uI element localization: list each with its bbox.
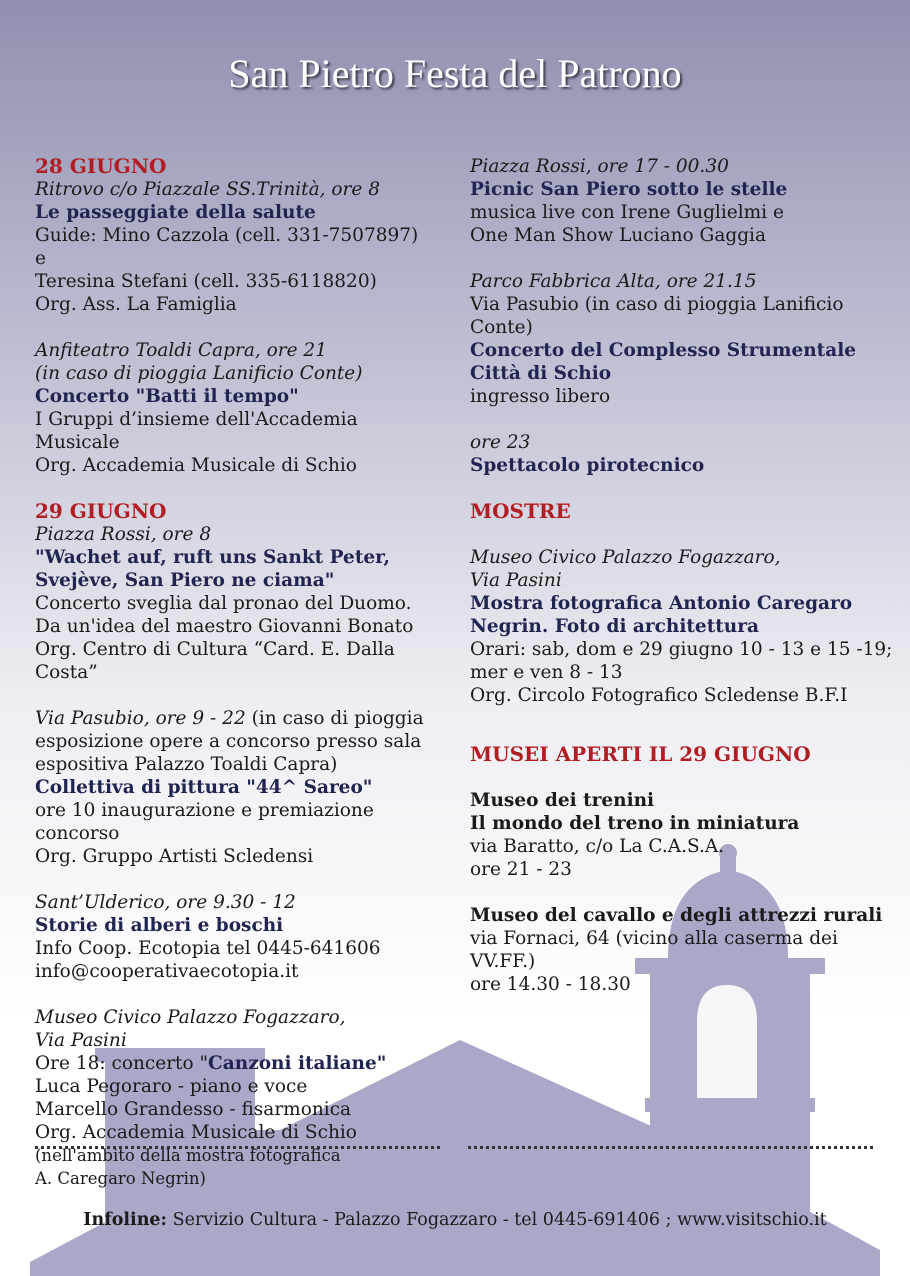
event-title: Le passeggiate della salute bbox=[35, 202, 316, 223]
event-line: Da un'idea del maestro Giovanni Bonato bbox=[35, 616, 414, 637]
event-location: Via Pasubio, ore 9 - 22 bbox=[35, 708, 246, 729]
event-title: Spettacolo pirotecnico bbox=[470, 455, 705, 476]
event-line: ingresso libero bbox=[470, 386, 611, 407]
footer-text: Servizio Cultura - Palazzo Fogazzaro - tel 0445-691406 ; www.visitschio.it bbox=[167, 1210, 827, 1230]
day-heading-28: 28 GIUGNO bbox=[35, 154, 167, 178]
museum-subtitle: Il mondo del treno in miniatura bbox=[470, 813, 800, 834]
event-line: One Man Show Luciano Gaggia bbox=[470, 225, 766, 246]
event-line: Org. Accademia Musicale di Schio bbox=[35, 1122, 357, 1143]
event-line: concorso bbox=[35, 823, 120, 844]
event-location: Piazza Rossi, ore 8 bbox=[35, 524, 212, 545]
event-location: Ritrovo c/o Piazzale SS.Trinità, ore 8 bbox=[35, 179, 380, 200]
event-title: Svejève, San Piero ne ciama" bbox=[35, 570, 335, 591]
spacer bbox=[470, 707, 900, 743]
event-location: Parco Fabbrica Alta, ore 21.15 bbox=[470, 271, 757, 292]
event-storie-alberi bbox=[35, 891, 435, 983]
event-line: mer e ven 8 - 13 bbox=[470, 662, 623, 683]
event-line: Conte) bbox=[470, 317, 533, 338]
dotted-divider-right bbox=[468, 1146, 873, 1149]
event-line: espositiva Palazzo Toaldi Capra) bbox=[35, 754, 338, 775]
event-line: Marcello Grandesso - fisarmonica bbox=[35, 1099, 352, 1120]
event-title: Storie di alberi e boschi bbox=[35, 915, 284, 936]
event-location: Via Pasini bbox=[35, 1030, 127, 1051]
event-line: Org. Ass. La Famiglia bbox=[35, 294, 237, 315]
event-line: Luca Pegoraro - piano e voce bbox=[35, 1076, 308, 1097]
event-collettiva bbox=[35, 707, 435, 868]
event-line: (nell'ambito della mostra fotografica bbox=[35, 1146, 341, 1165]
event-concerto-complesso bbox=[470, 270, 900, 408]
event-line: ore 10 inaugurazione e premiazione bbox=[35, 800, 374, 821]
event-line: Info Coop. Ecotopia tel 0445-641606 bbox=[35, 938, 381, 959]
event-title: Concerto "Batti il tempo" bbox=[35, 386, 299, 407]
left-column bbox=[35, 155, 435, 1190]
event-line: I Gruppi d’insieme dell'Accademia Musicale bbox=[35, 409, 358, 453]
section-heading-musei: MUSEI APERTI IL 29 GIUGNO bbox=[470, 742, 811, 766]
event-passeggiate bbox=[35, 178, 435, 316]
museum-cavallo bbox=[470, 904, 900, 996]
event-pirotecnico bbox=[470, 431, 900, 477]
museum-title: Museo dei trenini bbox=[470, 790, 655, 811]
event-prefix: Ore 18: concerto " bbox=[35, 1053, 209, 1074]
event-location: Piazza Rossi, ore 17 - 00.30 bbox=[470, 156, 729, 177]
page-title: San Pietro Festa del Patrono bbox=[228, 51, 682, 96]
event-title: Collettiva di pittura "44^ Sareo" bbox=[35, 777, 373, 798]
museum-line: ore 21 - 23 bbox=[470, 859, 572, 880]
event-line: esposizione opere a concorso presso sala bbox=[35, 731, 422, 752]
day-heading-29: 29 GIUGNO bbox=[35, 499, 167, 523]
event-line: Concerto sveglia dal pronao del Duomo. bbox=[35, 593, 412, 614]
museum-line: VV.FF.) bbox=[470, 951, 536, 972]
event-mostra-fotografica bbox=[470, 546, 900, 707]
event-picnic bbox=[470, 155, 900, 247]
museum-title: Museo del cavallo e degli attrezzi rurali bbox=[470, 905, 883, 926]
event-location: Via Pasini bbox=[470, 570, 562, 591]
event-line: Org. Circolo Fotografico Scledense B.F.I bbox=[470, 685, 848, 706]
event-line: Org. Centro di Cultura “Card. E. Dalla Costa” bbox=[35, 639, 395, 683]
section-heading-mostre: MOSTRE bbox=[470, 499, 571, 523]
event-line: musica live con Irene Guglielmi e bbox=[470, 202, 784, 223]
event-location: Anfiteatro Toaldi Capra, ore 21 bbox=[35, 340, 327, 361]
event-line: Org. Gruppo Artisti Scledensi bbox=[35, 846, 314, 867]
event-batti-il-tempo bbox=[35, 339, 435, 477]
right-column bbox=[470, 155, 900, 996]
event-line: Orari: sab, dom e 29 giugno 10 - 13 e 15 -19; bbox=[470, 639, 893, 660]
event-location: Museo Civico Palazzo Fogazzaro, bbox=[470, 547, 781, 568]
event-title: Canzoni italiane" bbox=[208, 1053, 387, 1074]
event-title-line bbox=[35, 1052, 435, 1075]
museum-line: via Fornaci, 64 (vicino alla caserma dei bbox=[470, 928, 838, 949]
event-line: Org. Accademia Musicale di Schio bbox=[35, 455, 357, 476]
museum-line: via Baratto, c/o La C.A.S.A. bbox=[470, 836, 725, 857]
event-line: A. Caregaro Negrin) bbox=[35, 1169, 206, 1188]
museum-trenini bbox=[470, 789, 900, 881]
event-location: Museo Civico Palazzo Fogazzaro, bbox=[35, 1007, 346, 1028]
event-canzoni-italiane bbox=[35, 1006, 435, 1190]
dotted-divider-left bbox=[35, 1146, 440, 1149]
event-title: Concerto del Complesso Strumentale bbox=[470, 340, 857, 361]
event-location-line bbox=[35, 707, 435, 730]
event-line: Teresina Stefani (cell. 335-6118820) bbox=[35, 271, 377, 292]
event-location: (in caso di pioggia Lanificio Conte) bbox=[35, 363, 363, 384]
event-title: Picnic San Piero sotto le stelle bbox=[470, 179, 788, 200]
event-title: Negrin. Foto di architettura bbox=[470, 616, 759, 637]
event-location: ore 23 bbox=[470, 432, 531, 453]
event-line: Guide: Mino Cazzola (cell. 331-7507897) e bbox=[35, 225, 419, 269]
museum-line: ore 14.30 - 18.30 bbox=[470, 974, 631, 995]
footer-label: Infoline: bbox=[83, 1210, 168, 1230]
event-title: Mostra fotografica Antonio Caregaro bbox=[470, 593, 853, 614]
event-line: Via Pasubio (in caso di pioggia Lanificio bbox=[470, 294, 844, 315]
event-location: Sant’Ulderico, ore 9.30 - 12 bbox=[35, 892, 296, 913]
event-title: "Wachet auf, ruft uns Sankt Peter, bbox=[35, 547, 390, 568]
event-wachet-auf bbox=[35, 523, 435, 684]
footer-infoline bbox=[0, 1210, 910, 1230]
event-title: Città di Schio bbox=[470, 363, 612, 384]
event-email: info@cooperativaecotopia.it bbox=[35, 961, 299, 982]
event-note: (in caso di pioggia bbox=[245, 708, 424, 729]
